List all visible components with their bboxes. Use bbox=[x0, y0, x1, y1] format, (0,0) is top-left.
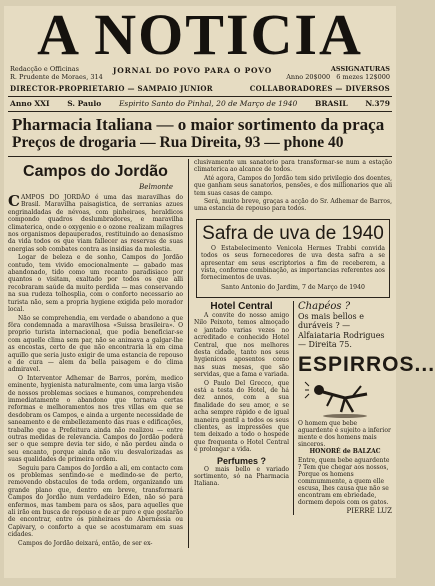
hotel-text: O Paulo Del Grecco, que está a testa do Hotel, de há dez annos, com a sua finalidade do seu amor, e se acha sempre rápido e de igual maneira gentil a todos os seus clientes, as impressões que tem deixado a todo o hospede que frequenta o Hotel Central é prolongar a vida. bbox=[194, 379, 289, 454]
article-paragraph: Logar de beleza e de sonho, Campos do Jordão contudo, tem vivido emocionalmente — gabado mas abandonado, tido como um recanto paradisiaco por quantos o visitam, exaltado por todos os que alli recobraram saúde da muito perdida — mas conservando na sua rudeza tolhosplia, com o conforto necessario ao turista não, sem a propria hygiene exigida pelo morador local. bbox=[8, 254, 183, 314]
ad-line-2: Preços de drogaria — Rua Direita, 93 — phone 40 bbox=[12, 134, 344, 151]
perfumes-title: Perfumes ? bbox=[216, 455, 267, 466]
espirros-note: Entre, quem bebe aguardente ? Tem que chegar aos nossos, Porque os homens commummente, a quem elle escusa, lhes causa que não se encontram em ebriedade, dormem depois com os gatos. bbox=[298, 456, 390, 506]
article-paragraph bbox=[8, 194, 183, 253]
article-paragraph: Campos do Jordão deixará, então, de ser ex- bbox=[18, 539, 153, 547]
lower-split bbox=[194, 300, 435, 515]
edition-number: N.379 bbox=[365, 99, 390, 108]
hotel-title: Hotel Central bbox=[210, 300, 273, 312]
safra-notice bbox=[196, 219, 390, 298]
article-author: Belmonte bbox=[139, 183, 173, 191]
espirros-caption: O homem que bebe aguardente é sujeito a inferior mente e dos homens mais sinceros. bbox=[298, 419, 391, 448]
pharmacia-ad bbox=[4, 112, 396, 155]
edition-year: Anno XXI bbox=[10, 99, 50, 108]
safra-title: Safra de uva de 1940 bbox=[202, 222, 384, 244]
chapeos-title: Chapéos ? bbox=[298, 300, 351, 312]
safra-text: O Estabelecimento Venicola Hermes Trabbi convida todos os seus fornecedores de uva desta safra a se apresentar em seus escriptorios a fim de receberem, a vista, conforme combinação, as importancias referentes aos fornecimentos de uvas. bbox=[201, 244, 385, 282]
continuation-paragraph: Até agora, Campos do Jordão tem sido privilegio dos doentes, que ganham seus sanatorios, pensões, e dos millionarios que ali tem suas casas de campo. bbox=[194, 174, 392, 197]
hotel-body bbox=[194, 312, 289, 454]
espirros-title: ESPIRROS... bbox=[298, 352, 435, 376]
article-body bbox=[8, 194, 183, 547]
columns bbox=[4, 159, 435, 548]
article-paragraph: O Interventor Adhemar de Barros, porém, medico eminente, hygienista naturalmente, com uma larga visão de nossos problemas sociaes e humanos, comprehendeu immediatamente o abandono que tornava certas reformas e melhoramentos nos tres villas em que se desdobram os Campos, e ainda a urgente necessidade de saneamento e de embellezamento das ruas e edificações, trabalho que a Prefeitura ainda não realizou — entre outras medidas de relevancia. Campos do Jordão poderá ser o que sempre devia ter sido, e não perdeu ainda o seu encanto, porque ainda não viu desvalorizadas as suas qualidades de primeira ordem. bbox=[8, 374, 183, 464]
rule-ad bbox=[8, 156, 392, 157]
subscriptions-label: ASSIGNATURAS bbox=[330, 65, 390, 73]
ads-column bbox=[294, 300, 435, 515]
staff-line bbox=[4, 84, 396, 93]
motto: JORNAL DO POVO PARA O POVO bbox=[112, 66, 273, 75]
address: Redacção e Officinas R. Prudente de Moraes, 314 bbox=[10, 65, 103, 81]
left-column bbox=[8, 159, 189, 548]
article-text: AMPOS DO JORDÃO é uma das maravilhas do Brasil. Maravilha paisagistica, de serranias azues engrinaldadas de névoas, com pinheiraes, heraldicos compondo quadros deslumbradores, e maravilha climaterica, onde o oxygenio e o ozone realizam milagres nos organismos depauperados, restituindo ao denasismo da vida todos os que viam fallecer as reservas de suas energias sob combates contra as insidias da molestia. bbox=[8, 194, 183, 253]
hotel-text: A convite do nosso amigo Nilo Peixoto, temos almoçado e jantado varias vezes no acreditado e conhecido Hotel Central, que nos melhores desta cidade, tanto nos seus hygienicos aposentos como nas suas mesas, que são servidas, que a fama e variada. bbox=[194, 311, 289, 379]
article-paragraph: Não se comprehendia, em verdade o abandono a que fôra condemnada a maravilhosa «Suissa brasileira». O proprio turista internacional, que podia beneficiar-se com aquelle clima sem par, não se animava a galgar-lhe as encostas, certo de que não encontraria lá em cima aquillo que seria justo exigir de uma estancia de repouso e de cura — alem da bella paisagem e do clima admiravel. bbox=[8, 314, 183, 374]
espirros-sign: PIERRE LUZ bbox=[346, 506, 392, 515]
edition-city: S. Paulo bbox=[67, 99, 102, 108]
contributors: COLLABORADORES — DIVERSOS bbox=[249, 84, 390, 93]
article-title: Campos do Jordão bbox=[23, 163, 168, 180]
perfumes-text: O mais bello e variado sortimento, só na Pharmacia Italiana. bbox=[194, 465, 289, 488]
subscription-year: Anno 20$000 bbox=[286, 72, 331, 81]
continuation-paragraph: Será, muito breve, graças a acção do Sr. Adhemar de Barros, uma estancia de repouso para todos. bbox=[194, 198, 392, 213]
ad-line-1: Pharmacia Italiana — o maior sortimento da praça bbox=[12, 115, 385, 134]
article-continuation bbox=[194, 159, 392, 213]
masthead: A NOTICIA bbox=[37, 2, 363, 67]
edition-date: Espirito Santo do Pinhal, 20 de Março de 1940 bbox=[118, 99, 298, 108]
chapeos-text: Os mais bellos e duráveis ? — Alfaiataria Rodrigues — Direita 75. bbox=[298, 311, 385, 350]
edition-country: BRASIL bbox=[315, 99, 348, 108]
hotel-column bbox=[194, 301, 294, 515]
espirros-author: HONORÉ de BALZAC bbox=[309, 447, 381, 455]
perfumes-body bbox=[194, 466, 289, 488]
sneeze-figure-icon bbox=[305, 378, 385, 420]
director: DIRECTOR-PROPRIETARIO — SAMPAIO JUNIOR bbox=[10, 84, 213, 93]
safra-signoff: Santo Antonio do Jardim, 7 de Março de 1940 bbox=[221, 283, 365, 291]
continuation-paragraph: clusivamente um sanatorio para transformar-se num a estação climaterica ao alcance de todos. bbox=[194, 159, 392, 174]
subscription-prices bbox=[280, 74, 390, 82]
article-paragraph: Seguiu para Campos do Jordão a ali, em contacto com os problemas sentindo-se e medindo-se de perto, removendo obstaculos de toda ordem, organizando um grande plano que, dentro em breve, transformará Campos do Jordão num verdadeiro Eden, não só para enfermos, mas tambem para os sãos, para aquelles que ali irão em busca de repouso e de ar puro e que gostarão de encontrar, entre os pinheiraes do Abernéssia ou Capivary, o conforto a que se acostumaram em suas cidades. bbox=[8, 464, 183, 539]
dropcap: C bbox=[8, 192, 20, 210]
right-column bbox=[189, 159, 435, 548]
dateline bbox=[4, 97, 396, 110]
newspaper-page bbox=[4, 2, 435, 578]
safra-body bbox=[201, 245, 385, 282]
masthead-subline bbox=[4, 66, 396, 81]
subscription-semester: 6 mezes 12$000 bbox=[336, 72, 390, 81]
subscriptions bbox=[280, 66, 390, 81]
